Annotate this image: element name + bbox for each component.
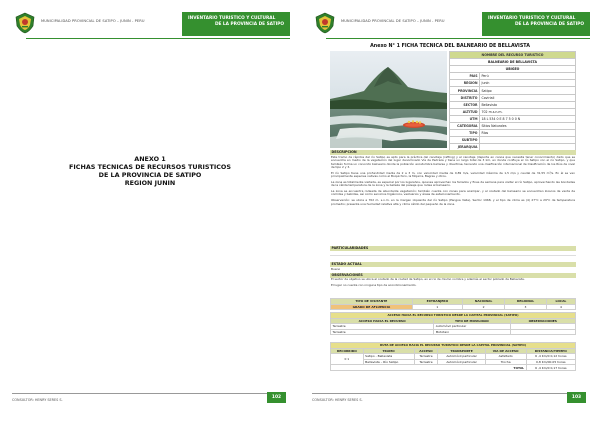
page-number: 103: [567, 392, 586, 403]
info-row: [450, 73, 576, 80]
info-row: [450, 115, 576, 122]
route-header: DISTANCIA/TIEMPO: [526, 348, 575, 354]
route-cell: Terrestre: [414, 359, 438, 365]
info-label: PAIS: [450, 73, 480, 80]
affluence-value: 2: [462, 304, 504, 310]
route-table: [330, 342, 576, 371]
observations-heading: OBSERVACIONES: [330, 273, 576, 278]
municipality-name: MUNICIPALIDAD PROVINCIAL DE SATIPO – JUNIN - PERU: [341, 19, 445, 23]
route-row: [331, 354, 576, 360]
access-header: OBSERVACIONES: [510, 318, 575, 324]
footer-consultant: CONSULTOR: HENRY SERES S.: [312, 398, 363, 402]
visitors-header: REGIONAL: [505, 299, 547, 305]
access-cell: Terrestre: [331, 324, 434, 330]
info-label: DISTRITO: [450, 94, 480, 101]
info-header: NOMBRE DEL RECURSO TURISTICO: [450, 52, 576, 59]
annex-title-block: [30, 155, 270, 187]
access-header: ACCESO HACIA EL RECURSO: [331, 318, 434, 324]
access-header: TIPO DE MOVILIDAD: [434, 318, 510, 324]
banner-line-2: DE LA PROVINCIA DE SATIPO: [214, 22, 284, 27]
info-row: [450, 130, 576, 137]
access-title: ACCESO HACIA EL RECURSO TURISTICO DESDE LA CAPITAL PROVINCIAL (SATIPO): [331, 313, 576, 319]
particularities-heading: PARTICULARIDADES: [330, 246, 576, 251]
info-value: Junín: [480, 80, 576, 87]
visitors-header: NACIONAL: [462, 299, 504, 305]
state-heading: ESTADO ACTUAL: [330, 262, 576, 267]
location-label: UBIGEO: [450, 66, 576, 73]
particularities-section: [330, 246, 576, 256]
annex-number: ANEXO 1: [134, 155, 166, 163]
page-header: [14, 12, 290, 36]
route-cell: Bellavista – Río Satipo: [363, 359, 414, 365]
visitors-header: EXTRANJERO: [412, 299, 462, 305]
access-cell: [510, 329, 575, 335]
particularities-body: [330, 251, 576, 256]
route-header: ACCESO: [414, 348, 438, 354]
route-recorrido: 0 1: [331, 354, 364, 365]
info-row: [450, 94, 576, 101]
info-row: [450, 122, 576, 129]
route-header: VIA DE ACCESO: [485, 348, 526, 354]
visitors-header: TIPO DE VISITANTE: [331, 299, 413, 305]
route-cell: Trocha: [485, 359, 526, 365]
route-total-row: [331, 365, 576, 371]
route-cell: 6 ,4 Km/0 0,12 horas: [526, 354, 575, 360]
info-label: PROVINCIA: [450, 87, 480, 94]
access-cell: Terrestre: [331, 329, 434, 335]
info-value: [480, 137, 576, 144]
info-value: Perú: [480, 73, 576, 80]
visitors-header: LOCAL: [546, 299, 575, 305]
resource-name: BALNEARIO DE BELLAVISTA: [450, 59, 576, 66]
description-paragraph: El río Satipo tiene una profundidad media de 2 a 3 m, con velocidad media de 0,89 m/s, velocidad máxima de 1,5 m/s y caudal de 31,55 m³/s. En él se ven principalmente especies nativas como el Boquichico, la Mojarra, Bagres y otros.: [331, 170, 575, 179]
info-value: Satipo: [480, 87, 576, 94]
info-label: UTM: [450, 115, 480, 122]
route-row: [331, 359, 576, 365]
visitors-table: [330, 298, 576, 310]
info-value: Coviriali: [480, 94, 576, 101]
description-paragraph: La zona se encuentra rodeada de abundante vegetación; también cuenta con zonas para acampar, y al costado del balneario se encuentran kioscos de venta de comidas y bebidas, así como servicios higiénicos, vestuarios y áreas de estacionamiento.: [331, 188, 575, 197]
municipality-crest-icon: [314, 12, 336, 34]
info-label: JERARQUIA: [450, 144, 480, 151]
state-value: Bueno: [331, 266, 341, 271]
route-header: TRAMO: [363, 348, 414, 354]
affluence-value: 4: [546, 304, 575, 310]
banner-line-2: DE LA PROVINCIA DE SATIPO: [514, 22, 584, 27]
description-paragraph: Observación: se ubica a 702 m. s.n.m. en la margen izquierda del río Satipo (Pangoa Valle), Sector 1968, y el tipo de clima es (4) 27°C a 29°C de temperatura promedio; presenta una humedad relativa alta y clima cálido del pequeño de la zona.: [331, 197, 575, 206]
route-cell: Automóvil particular: [438, 354, 485, 360]
info-label: ALTITUD: [450, 108, 480, 115]
header-divider: [26, 38, 290, 39]
ficha-title: Anexo N° 1 FICHA TECNICA DEL BALNEARIO DE BELLAVISTA: [370, 44, 530, 49]
right-page: [300, 0, 600, 424]
banner-line-1: INVENTARIO TURISTICO Y CULTURAL: [488, 16, 576, 21]
page-footer: [0, 392, 300, 406]
route-cell: Automóvil particular: [438, 359, 485, 365]
info-label: TIPO: [450, 130, 480, 137]
river-rapids-landscape-photo: [330, 51, 447, 148]
page-number: 102: [267, 392, 286, 403]
annex-region: REGION JUNIN: [124, 179, 176, 187]
observations-text: El lugar no cuenta con ninguna tipo de acondicionamiento.: [331, 282, 417, 287]
info-label: CATEGORIA: [450, 122, 480, 129]
info-value: 18 L 534 0 E 8 7 5 0 0 N: [480, 115, 576, 122]
route-total-label: TOTAL: [331, 365, 527, 371]
info-row: [450, 101, 576, 108]
info-row: [450, 87, 576, 94]
route-cell: Asfaltado: [485, 354, 526, 360]
state-section: [330, 262, 576, 289]
route-cell: Satipo - Bellavista: [363, 354, 414, 360]
page-header: [314, 12, 590, 36]
info-row: [450, 137, 576, 144]
access-row: [331, 329, 576, 335]
affluence-label: GRADO DE AFLUENCIA: [331, 304, 413, 310]
banner-line-1: INVENTARIO TURISTICO Y CULTURAL: [188, 16, 276, 21]
access-table: [330, 312, 576, 335]
info-label: REGION: [450, 80, 480, 87]
municipality-crest-icon: [14, 12, 36, 34]
observations-text: El sector de objetivo se ubica al costado de la ciudad de Satipo, en el rio de mismo nombre y además el sector poblado de Bellavista.: [331, 277, 525, 282]
info-label: SECTOR: [450, 101, 480, 108]
description-paragraph: Este tramo de rápidos del río Satipo es apto para la práctica del canotaje (rafting) y el canotaje (deporte en canoa que necesita tener conocimiento) dado que se encuentra en medio de la vegetación del lugar denominado Vía de Pedraza y tiene un largo total de 3 km, en donde confluye el río Satipo con el río Satipo, y que también forma un conocido balneario donde la población acostumbra bañarse y divertirse, teniendo una clasificación internacional de Clasificación de los Ríos de nivel de tipo 2 y 3.: [331, 154, 575, 170]
info-label: SUBTIPO: [450, 137, 480, 144]
info-value: Bellavista: [480, 101, 576, 108]
info-value: Ríos: [480, 130, 576, 137]
description-section: [330, 150, 576, 208]
access-cell: Mototaxi: [434, 329, 510, 335]
inventory-banner: [482, 12, 590, 36]
route-header: TRANSPORTE: [438, 348, 485, 354]
municipality-name: MUNICIPALIDAD PROVINCIAL DE SATIPO – JUNIN - PERU: [41, 19, 145, 23]
route-title: RUTA DE ACCESO HACIA EL RECURSO TURISTICO DESDE LA CAPITAL PROVINCIAL (SATIPO): [331, 343, 576, 349]
annex-subtitle: FICHAS TECNICAS DE RECURSOS TURISTICOS: [69, 163, 231, 171]
info-row: [450, 108, 576, 115]
info-value: Sitios Naturales: [480, 122, 576, 129]
inventory-banner: [182, 12, 290, 36]
description-heading: DESCRIPCION: [330, 150, 576, 155]
info-row: [450, 80, 576, 87]
affluence-value: 1: [412, 304, 462, 310]
page-footer: [300, 392, 600, 406]
footer-divider: [12, 393, 274, 394]
description-paragraph: La zona es totalmente visitada, es especial por los lugareños, quienes aprovechan los feriados y fines de semana para visitar el río Satipo, aprovechando las bondades de la cálida temperatura de la zona y la belleza del paisaje que rodea al balneario.: [331, 179, 575, 188]
annex-province: DE LA PROVINCIA DE SATIPO: [98, 171, 202, 179]
route-total-value: 6 ,4 Km/0 0,17 horas: [526, 365, 575, 371]
footer-divider: [312, 393, 574, 394]
access-cell: Automóvil particular: [434, 324, 510, 330]
info-value: 702 m.s.n.m.: [480, 108, 576, 115]
resource-info-table: [449, 51, 576, 151]
route-cell: Terrestre: [414, 354, 438, 360]
route-cell: 0,8 Km/00.05 horas: [526, 359, 575, 365]
footer-consultant: CONSULTOR: HENRY SERES S.: [12, 398, 63, 402]
affluence-value: 3: [505, 304, 547, 310]
route-header: RECORRIDO: [331, 348, 364, 354]
header-divider: [326, 38, 590, 39]
